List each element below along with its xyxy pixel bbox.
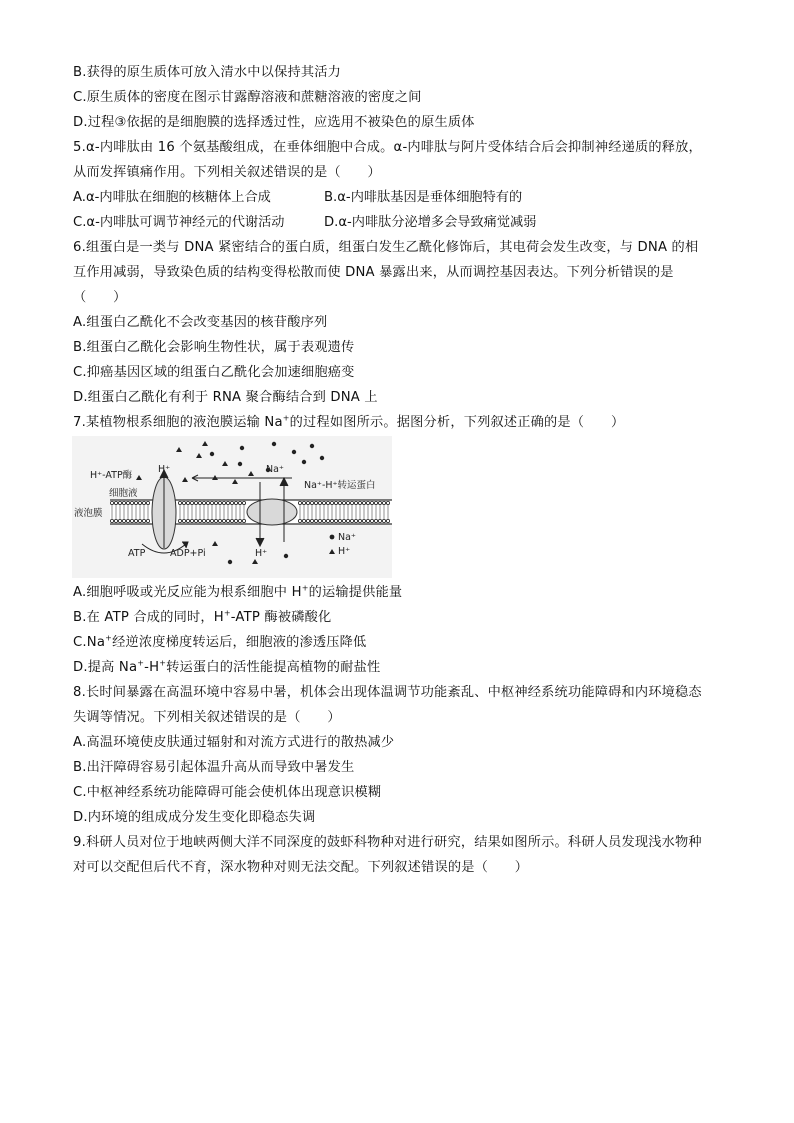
q6-option-b: B.组蛋白乙酰化会影响生物性状，属于表观遗传	[73, 340, 355, 355]
q8-option-a: A.高温环境使皮肤通过辐射和对流方式进行的散热减少	[73, 735, 395, 750]
vacuole-membrane-figure	[72, 436, 392, 578]
na-ion-label-top: Na⁺	[266, 464, 284, 475]
legend-na-symbol	[330, 535, 335, 540]
question-7-stem: 7.某植物根系细胞的液泡膜运输 Na+的过程如图所示。据图分析，下列叙述正确的是（ ）	[73, 413, 625, 430]
q6-option-c: C.抑癌基因区域的组蛋白乙酰化会加速细胞癌变	[73, 365, 355, 380]
h-atpase-label: H⁺-ATP酶	[90, 470, 133, 481]
na-h-antiporter-protein	[247, 499, 297, 525]
q7-option-d: D.提高 Na+-H+转运蛋白的活性能提高植物的耐盐性	[73, 658, 381, 675]
atp-label: ATP	[128, 548, 146, 559]
q5-option-b: B.α-内啡肽基因是垂体细胞特有的	[324, 190, 523, 205]
q7-option-b: B.在 ATP 合成的同时，H+-ATP 酶被磷酸化	[73, 608, 332, 625]
adp-label: ADP+Pi	[170, 548, 206, 559]
legend-h-symbol	[329, 549, 335, 554]
h-ion-label-top: H⁺	[158, 464, 171, 475]
q8-option-b: B.出汗障碍容易引起体温升高从而导致中暑发生	[73, 760, 355, 775]
question-6-stem: 6.组蛋白是一类与 DNA 紧密结合的蛋白质，组蛋白发生乙酰化修饰后，其电荷会发生改变，与 DNA 的相	[73, 240, 699, 255]
question-9-stem: 对可以交配但后代不育，深水物种对则无法交配。下列叙述错误的是（ ）	[73, 860, 529, 875]
question-8-stem: 失调等情况。下列相关叙述错误的是（ ）	[73, 710, 341, 725]
question-9-stem: 9.科研人员对位于地峡两侧大洋不同深度的鼓虾科物种对进行研究，结果如图所示。科研人员发现浅水物种	[73, 835, 702, 850]
q8-option-d: D.内环境的组成成分发生变化即稳态失调	[73, 810, 316, 825]
q7-option-a: A.细胞呼吸或光反应能为根系细胞中 H+的运输提供能量	[73, 583, 403, 600]
q5-option-d: D.α-内啡肽分泌增多会导致痛觉减弱	[324, 215, 537, 230]
option-line: B.获得的原生质体可放入清水中以保持其活力	[73, 65, 341, 80]
legend-h-label: H⁺	[338, 546, 351, 557]
h-ion-label-bottom: H⁺	[255, 548, 268, 559]
question-6-stem: 互作用减弱，导致染色质的结构变得松散而使 DNA 暴露出来，从而调控基因表达。下列分析错误的是	[73, 265, 674, 280]
cytosol-label: 细胞液	[109, 488, 138, 499]
membrane-label: 液泡膜	[74, 508, 103, 519]
q5-option-c: C.α-内啡肽可调节神经元的代谢活动	[73, 215, 285, 230]
legend-na-label: Na⁺	[338, 532, 356, 543]
q6-option-a: A.组蛋白乙酰化不会改变基因的核苷酸序列	[73, 315, 328, 330]
question-5-stem: 从而发挥镇痛作用。下列相关叙述错误的是（ ）	[73, 165, 381, 180]
q5-option-a: A.α-内啡肽在细胞的核糖体上合成	[73, 190, 271, 205]
q7-option-c: C.Na+经逆浓度梯度转运后，细胞液的渗透压降低	[73, 633, 367, 650]
question-8-stem: 8.长时间暴露在高温环境中容易中暑，机体会出现体温调节功能紊乱、中枢神经系统功能障碍和内环境稳态	[73, 685, 702, 700]
q8-option-c: C.中枢神经系统功能障碍可能会使机体出现意识模糊	[73, 785, 382, 800]
q6-option-d: D.组蛋白乙酰化有利于 RNA 聚合酶结合到 DNA 上	[73, 390, 378, 405]
question-5-stem: 5.α-内啡肽由 16 个氨基酸组成，在垂体细胞中合成。α-内啡肽与阿片受体结合后会抑制神经递质的释放，	[73, 140, 702, 155]
question-6-stem: （ ）	[73, 290, 127, 305]
antiporter-label: Na⁺-H⁺转运蛋白	[304, 480, 376, 491]
option-line: D.过程③依据的是细胞膜的选择透过性，应选用不被染色的原生质体	[73, 115, 475, 130]
option-line: C.原生质体的密度在图示甘露醇溶液和蔗糖溶液的密度之间	[73, 90, 422, 105]
